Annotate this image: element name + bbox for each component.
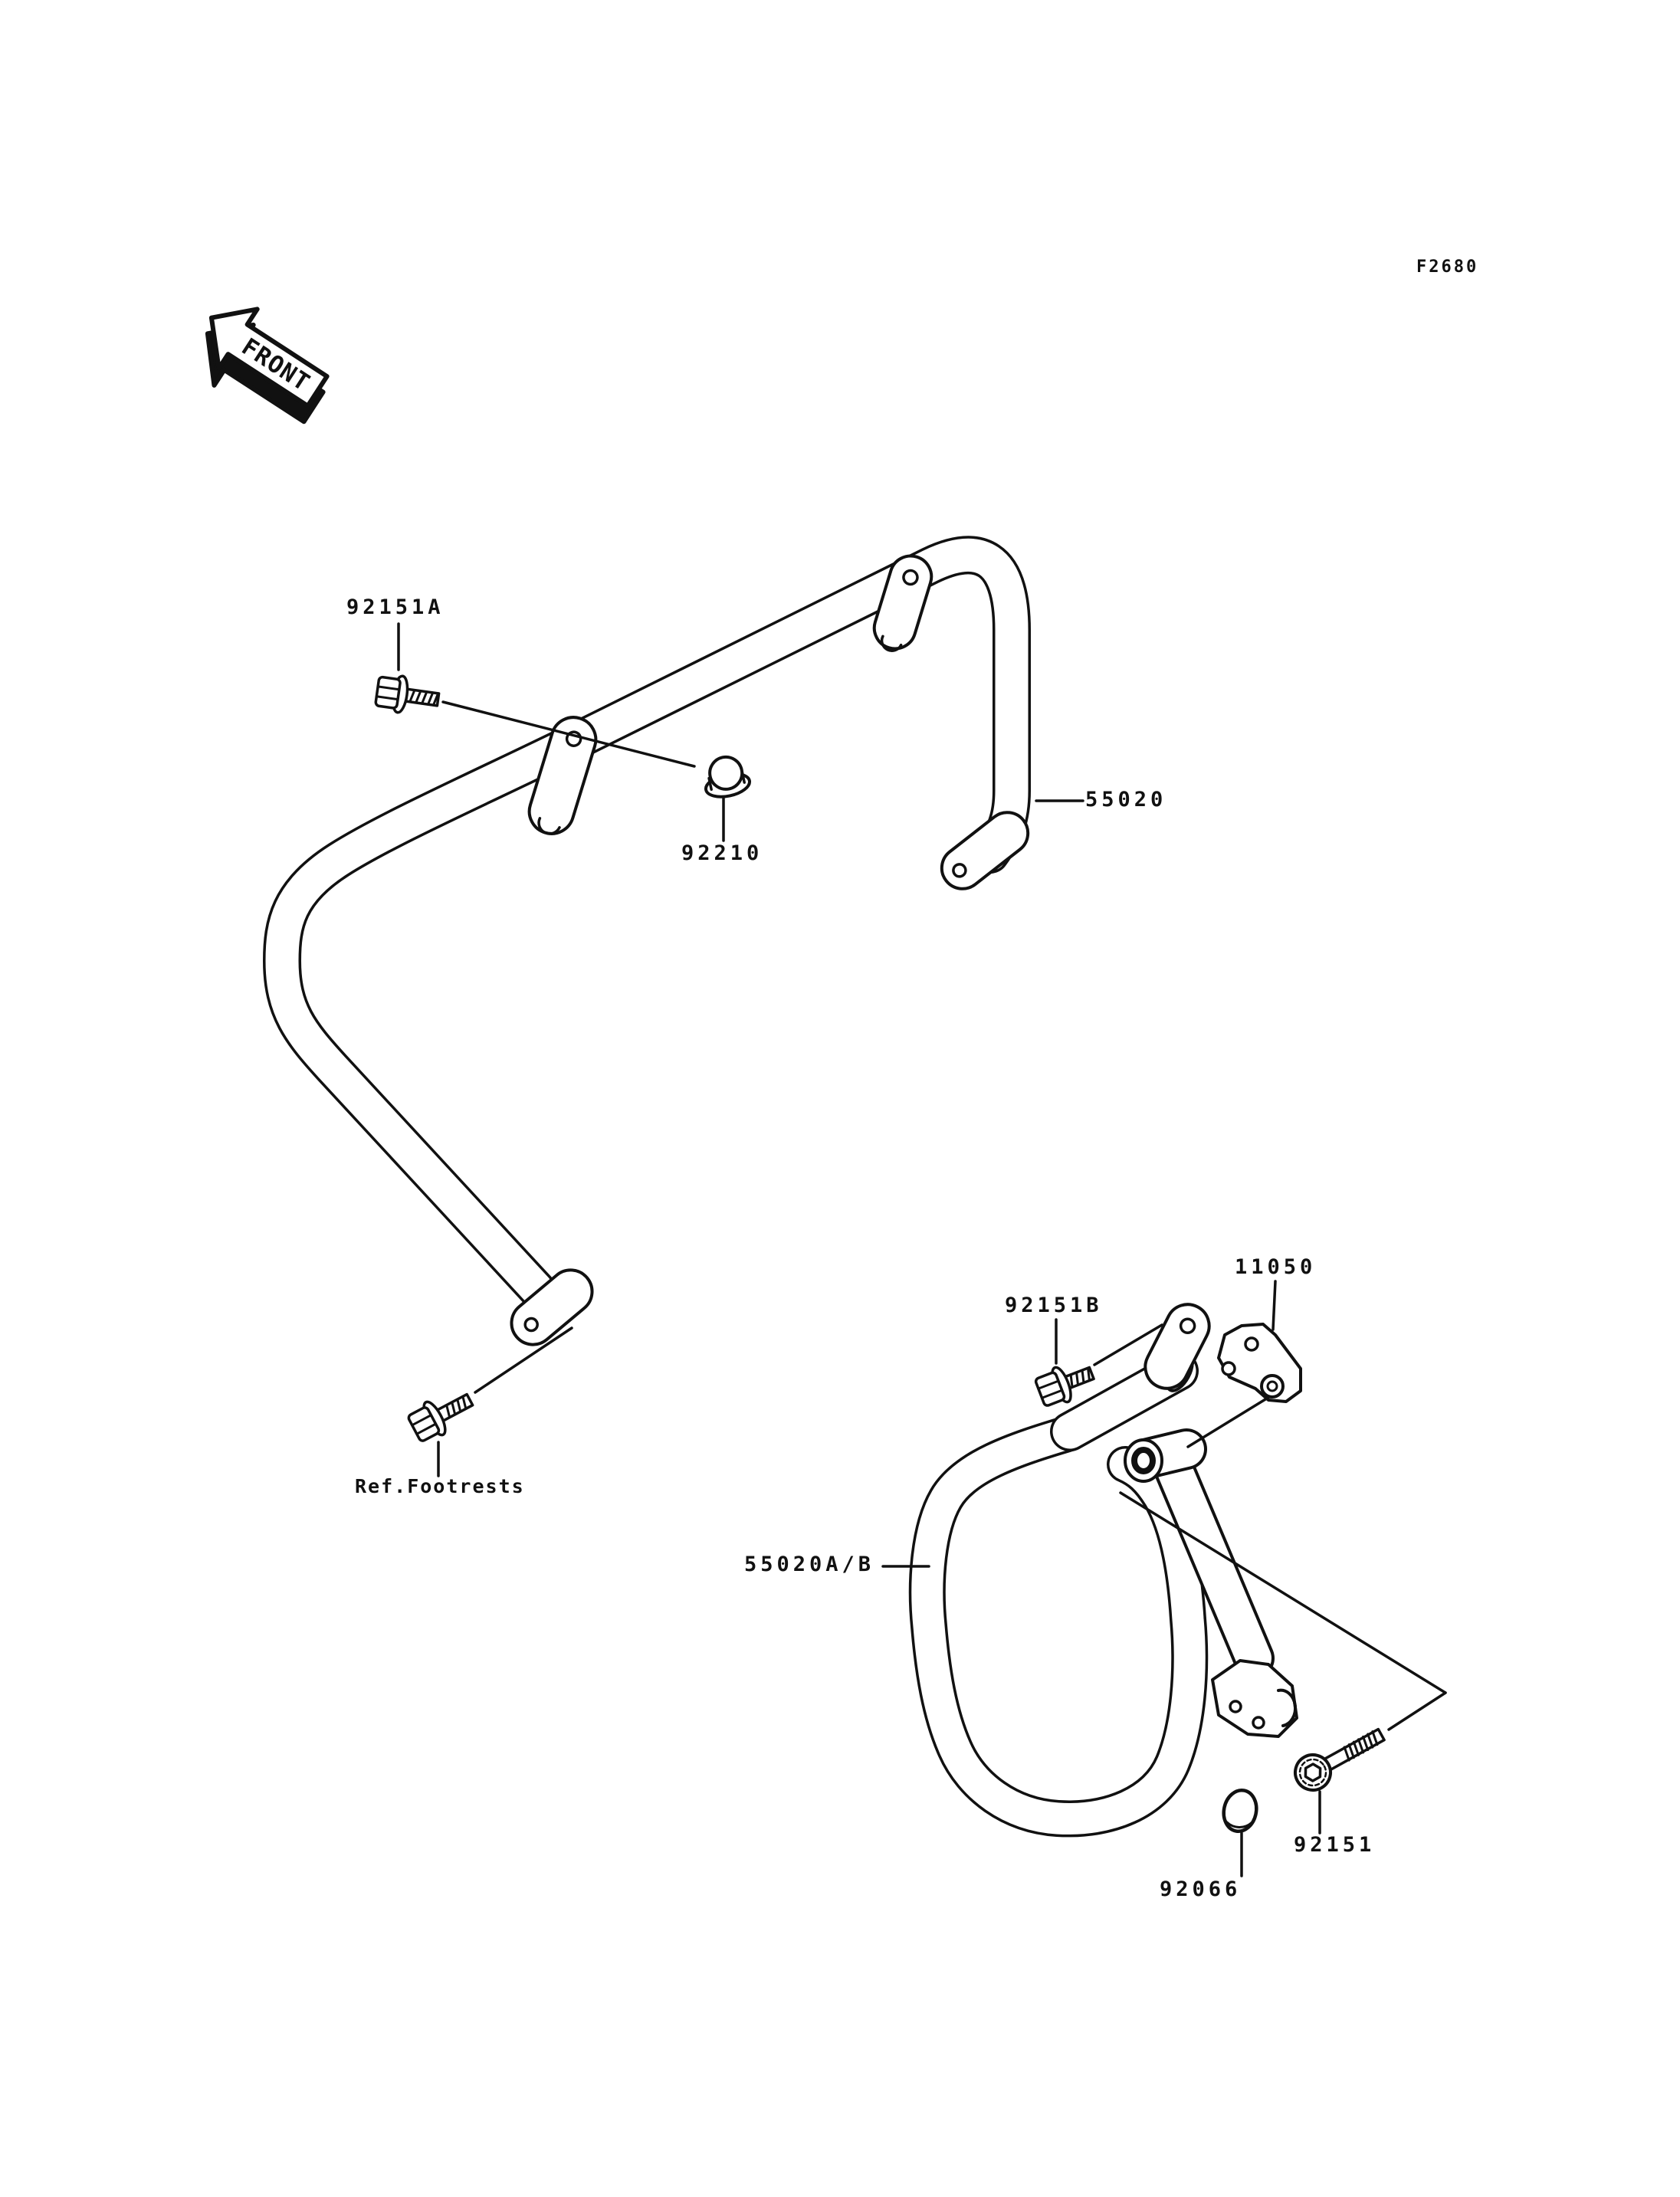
clamp-hole-2: [1253, 1717, 1264, 1728]
leader-11050-to-bushing: [1188, 1397, 1269, 1447]
leader-11050: [1273, 1281, 1275, 1330]
footrest-bolt: [405, 1383, 478, 1445]
part-label-11050: 11050: [1235, 1255, 1317, 1279]
clamp-hole-1: [1230, 1701, 1241, 1712]
guard-mount-pad: [934, 804, 1036, 897]
part-label-92210: 92210: [681, 841, 763, 865]
bracket-hole-top: [1245, 1338, 1258, 1350]
front-arrow: [182, 290, 342, 437]
bolt-92151: [1289, 1719, 1390, 1796]
leader-vertex-to-bolt: [1389, 1693, 1445, 1730]
guard-pin-tab: [1138, 1297, 1217, 1396]
strut-bushing-bore: [1134, 1450, 1153, 1471]
figure-code: F2680: [1416, 257, 1479, 277]
part-label-55020: 55020: [1085, 788, 1167, 812]
part-label-55020ab: 55020A/B: [744, 1553, 875, 1576]
engine-guard-front-tube: [282, 555, 1012, 1289]
engine-guard-rear-loop: [927, 1433, 1189, 1818]
bracket-11050: [1219, 1324, 1301, 1402]
bolt-92151a: [375, 673, 441, 718]
bracket-hole-left: [1222, 1362, 1235, 1375]
part-label-92151b: 92151B: [1005, 1294, 1103, 1317]
plug-92066: [1220, 1787, 1260, 1835]
part-label-92151: 92151: [1294, 1833, 1376, 1857]
part-label-ref-footrests: Ref.Footrests: [355, 1475, 525, 1497]
bracket-boss-hole: [1268, 1382, 1277, 1391]
nut-92210: [700, 753, 751, 801]
guard-clamp-bracket: [1212, 1661, 1297, 1736]
front-arrow-text: FRONT: [236, 333, 315, 398]
part-label-92151a: 92151A: [346, 595, 445, 619]
part-label-92066: 92066: [1160, 1877, 1242, 1901]
